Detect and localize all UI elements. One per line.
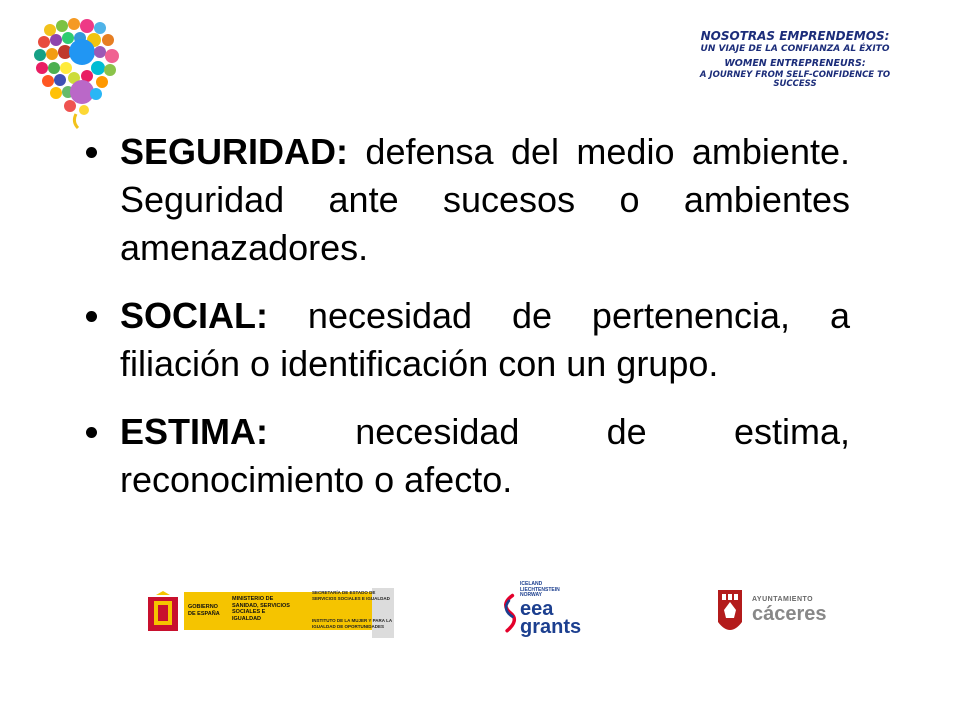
bullet-dot-icon [86, 147, 97, 158]
bullet-dot-icon [86, 427, 97, 438]
title-line-english: WOMEN ENTREPRENEURS: [724, 58, 866, 70]
bullet-social [86, 292, 850, 388]
project-title [690, 30, 900, 89]
bullet-text: necesidad de pertenencia, a filiación o identificación con un grupo. [120, 295, 850, 384]
secretaria-label: SECRETARÍA DE ESTADO DE SERVICIOS SOCIALES E IGUALDAD [312, 590, 390, 601]
eea-country: NORWAY [520, 592, 542, 598]
eea-country: LIECHTENSTEIN [520, 586, 560, 593]
eea-countries [520, 582, 560, 599]
bullet-text: defensa del medio ambiente. Seguridad ante sucesos o ambientes amenazadores. [120, 131, 850, 268]
ayuntamiento-label: AYUNTAMIENTO [752, 596, 814, 603]
subtitle-line-spanish: UN VIAJE DE LA CONFIANZA AL ÉXITO [700, 43, 890, 54]
caceres-shield-icon [716, 588, 744, 638]
bullet-seguridad [86, 128, 850, 272]
bullet-estima [86, 408, 850, 504]
gobierno-label: GOBIERNO DE ESPAÑA [188, 604, 220, 617]
eea-swirl-icon [498, 592, 518, 636]
needs-bullet-list [86, 128, 850, 524]
title-line-spanish: NOSOTRAS EMPRENDEMOS: [700, 29, 890, 43]
bullet-term: SOCIAL: [120, 295, 268, 336]
eea-word: eea [520, 598, 554, 620]
bullet-text: necesidad de estima, reconocimiento o afecto. [120, 411, 850, 500]
bullet-term: SEGURIDAD: [120, 131, 349, 172]
grants-word: grants [520, 616, 582, 638]
eea-country: ICELAND [520, 581, 543, 587]
caceres-name: cáceres [752, 603, 827, 625]
instituto-label: INSTITUTO DE LA MUJER Y PARA LA IGUALDAD DE OPORTUNIDADES [312, 618, 392, 629]
bullet-dot-icon [86, 311, 97, 322]
ayuntamiento-caceres-logo [716, 586, 836, 642]
spain-coat-of-arms-icon [146, 591, 180, 635]
subtitle-line-english: A JOURNEY FROM SELF-CONFIDENCE TO SUCCESS [699, 70, 891, 89]
eea-grants-logo [498, 582, 588, 642]
ministerio-label: MINISTERIO DE SANIDAD, SERVICIOS SOCIALES E IGUALDAD [232, 596, 290, 622]
gobierno-espana-logo [146, 588, 394, 638]
bullet-term: ESTIMA: [120, 411, 268, 452]
project-balloon-logo [32, 18, 132, 130]
